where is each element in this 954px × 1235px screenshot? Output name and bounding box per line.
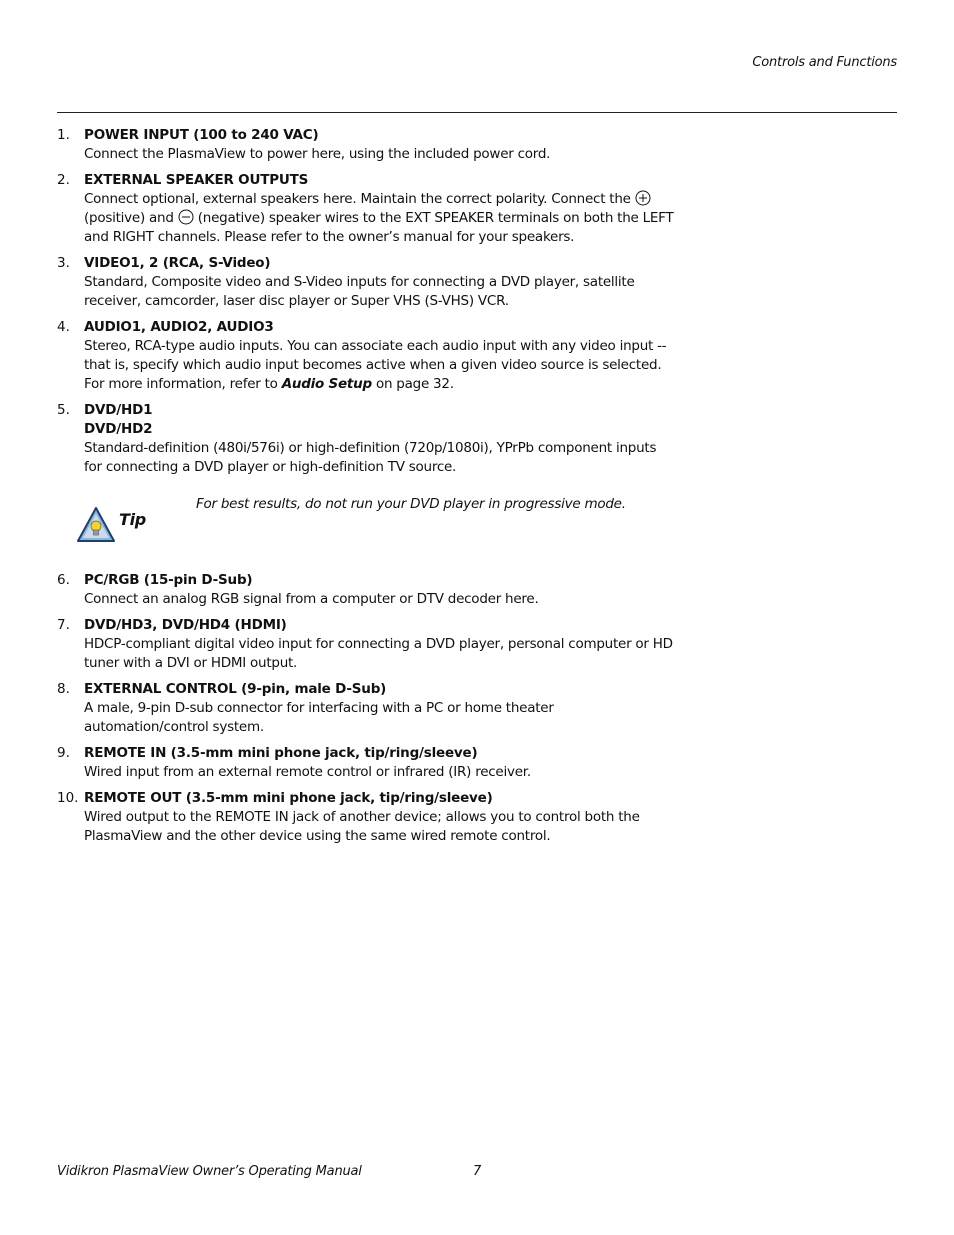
item-number: 6. — [57, 572, 70, 588]
tip-box — [57, 489, 677, 569]
list-item — [57, 254, 677, 311]
list-item — [57, 171, 677, 247]
item-desc-part: Connect optional, external speakers here. Maintain the correct polarity. Connect the — [84, 191, 631, 207]
item-title: VIDEO1, 2 (RCA, S-Video) — [84, 255, 271, 271]
item-number: 10. — [57, 790, 79, 806]
list-item — [57, 680, 677, 737]
list-item — [57, 616, 677, 673]
item-desc: Connect the PlasmaView to power here, using the included power cord. — [84, 146, 551, 162]
item-desc: Standard, Composite video and S-Video inputs for connecting a DVD player, satellite receiver, camcorder, laser disc player or Super VHS (S-VHS) VCR. — [84, 274, 635, 309]
item-desc-part: (positive) and — [84, 210, 174, 226]
page-number: 7 — [473, 1164, 482, 1179]
list-item — [57, 571, 677, 609]
item-desc: HDCP-compliant digital video input for connecting a DVD player, personal computer or HD tuner with a DVI or HDMI output. — [84, 636, 673, 671]
plus-circle-icon — [635, 190, 651, 206]
item-title: DVD/HD3, DVD/HD4 (HDMI) — [84, 617, 287, 633]
item-desc-part: (negative) speaker wires to the EXT SPEAKER terminals on both the LEFT and RIGHT channels. Please refer to the owner’s manual for your speakers. — [84, 210, 674, 245]
controls-list — [57, 126, 677, 853]
item-number: 2. — [57, 172, 70, 188]
item-title: REMOTE IN (3.5-mm mini phone jack, tip/ring/sleeve) — [84, 745, 478, 761]
item-number: 7. — [57, 617, 70, 633]
item-title: EXTERNAL SPEAKER OUTPUTS — [84, 172, 309, 188]
list-item — [57, 744, 677, 782]
page-header-title: Controls and Functions — [752, 55, 897, 70]
lightbulb-warning-icon — [76, 507, 116, 543]
cross-reference-link: Audio Setup — [281, 376, 372, 392]
list-item — [57, 318, 677, 394]
list-item — [57, 789, 677, 846]
tip-label: Tip — [119, 510, 146, 529]
item-number: 3. — [57, 255, 70, 271]
item-number: 4. — [57, 319, 70, 335]
item-desc-part: on page 32. — [375, 376, 454, 392]
item-number: 8. — [57, 681, 70, 697]
item-desc: Connect an analog RGB signal from a computer or DTV decoder here. — [84, 591, 539, 607]
item-title-secondary: DVD/HD2 — [84, 421, 153, 437]
item-desc: Wired input from an external remote control or infrared (IR) receiver. — [84, 764, 531, 780]
item-title: POWER INPUT (100 to 240 VAC) — [84, 127, 319, 143]
item-number: 5. — [57, 402, 70, 418]
item-desc: Wired output to the REMOTE IN jack of another device; allows you to control both the PlasmaView and the other device using the same wired remote control. — [84, 809, 640, 844]
list-item — [57, 401, 677, 477]
minus-circle-icon — [178, 209, 194, 225]
item-number: 1. — [57, 127, 70, 143]
tip-text: For best results, do not run your DVD player in progressive mode. — [196, 496, 626, 512]
item-title: REMOTE OUT (3.5-mm mini phone jack, tip/ring/sleeve) — [84, 790, 493, 806]
item-title: DVD/HD1 — [84, 402, 153, 418]
item-desc: Standard-definition (480i/576i) or high-definition (720p/1080i), YPrPb component inputs for connecting a DVD player or high-definition TV source. — [84, 440, 657, 475]
item-desc: A male, 9-pin D-sub connector for interfacing with a PC or home theater automation/control system. — [84, 700, 554, 735]
item-desc — [84, 190, 677, 247]
item-desc — [84, 337, 677, 394]
item-desc-part: Stereo, RCA-type audio inputs. You can associate each audio input with any video input -- that is, specify which audio input becomes active when a given video source is selected. For more information, refer to — [84, 338, 667, 392]
item-number: 9. — [57, 745, 70, 761]
item-title: PC/RGB (15-pin D-Sub) — [84, 572, 253, 588]
list-item — [57, 126, 677, 164]
header-rule — [57, 112, 897, 113]
item-title: EXTERNAL CONTROL (9-pin, male D-Sub) — [84, 681, 387, 697]
item-title: AUDIO1, AUDIO2, AUDIO3 — [84, 319, 274, 335]
footer-manual-title: Vidikron PlasmaView Owner’s Operating Manual — [57, 1164, 362, 1179]
